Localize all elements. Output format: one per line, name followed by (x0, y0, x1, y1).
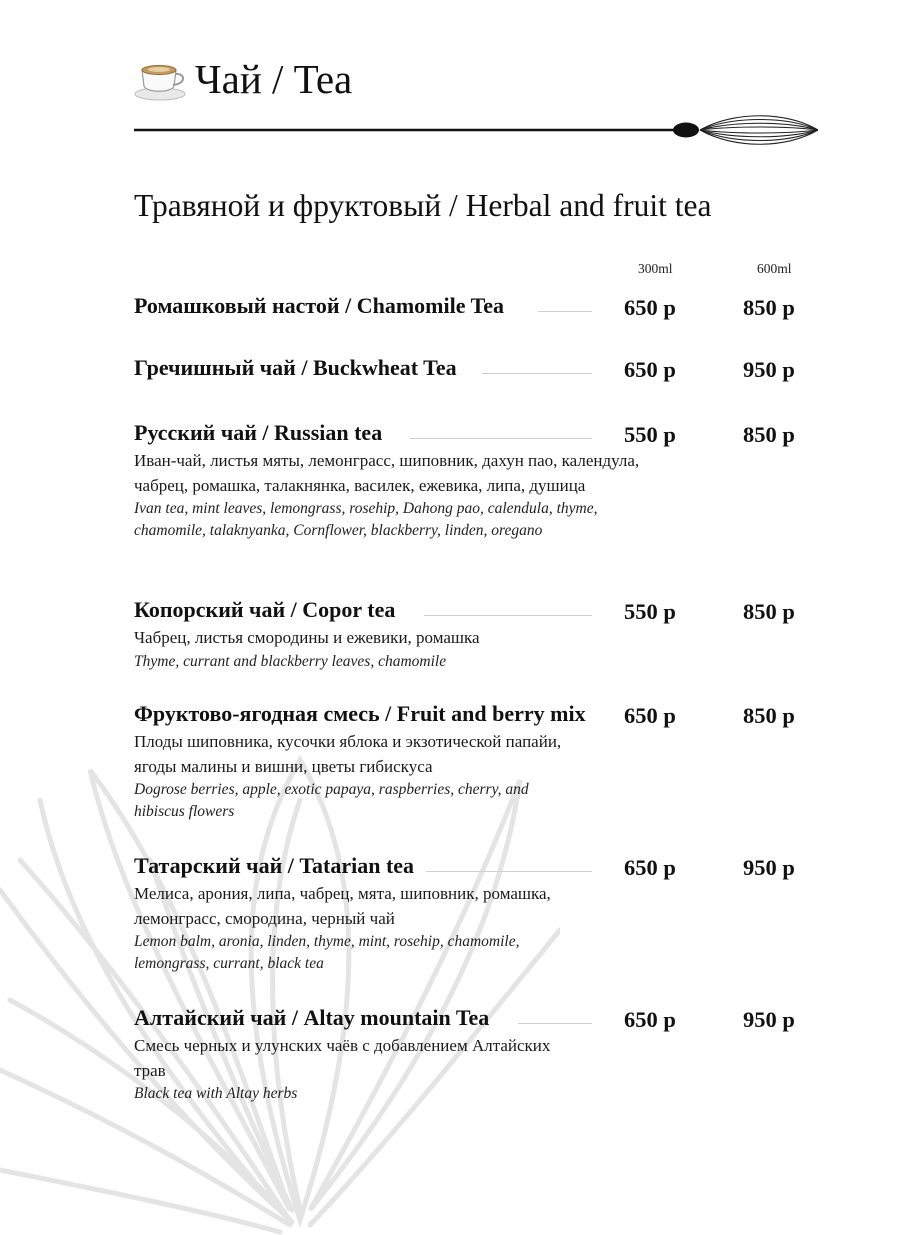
price-300ml: 650 р (624, 1007, 676, 1032)
dotted-leader (426, 871, 592, 872)
menu-item-altay (134, 1004, 834, 1105)
price-300ml: 550 р (624, 599, 676, 624)
price-600ml: 950 р (743, 855, 795, 880)
price-600ml: 850 р (743, 422, 795, 447)
item-description-en: Dogrose berries, apple, exotic papaya, raspberries, cherry, and hibiscus flowers (134, 781, 529, 820)
item-name: Алтайский чай / Altay mountain Tea (134, 1005, 490, 1030)
item-name: Фруктово-ягодная смесь / Fruit and berry mix (134, 701, 586, 726)
price-300ml: 650 р (624, 855, 676, 880)
whisk-ornament-icon (134, 113, 818, 147)
menu-item-fruit-berry (134, 700, 834, 823)
section-title: Травяной и фруктовый / Herbal and fruit tea (134, 188, 712, 223)
menu-item-buckwheat (134, 354, 834, 384)
dotted-leader (538, 311, 592, 312)
item-description-en: Lemon balm, aronia, linden, thyme, mint, rosehip, chamomile, lemongrass, currant, black tea (134, 933, 520, 972)
item-name: Татарский чай / Tatarian tea (134, 853, 415, 878)
price-300ml: 550 р (624, 422, 676, 447)
item-name: Ромашковый настой / Chamomile Tea (134, 293, 504, 318)
item-description-ru: Чабрец, листья смородины и ежевики, ромашка (134, 628, 480, 647)
item-description-en: Thyme, currant and blackberry leaves, chamomile (134, 652, 447, 670)
item-name: Гречишный чай / Buckwheat Tea (134, 355, 457, 380)
item-name: Копорский чай / Copor tea (134, 597, 396, 622)
column-header-300ml: 300ml (638, 261, 673, 276)
price-600ml: 850 р (743, 599, 795, 624)
price-300ml: 650 р (624, 295, 676, 320)
item-description-ru: Мелиса, арония, липа, чабрец, мята, шиповник, ромашка, лемонграсс, смородина, черный чай (134, 884, 551, 928)
page-title: Чай / Tea (195, 56, 353, 102)
dotted-leader (424, 615, 592, 616)
dotted-leader (518, 1023, 592, 1024)
price-300ml: 650 р (624, 357, 676, 382)
column-header-600ml: 600ml (757, 261, 792, 276)
dotted-leader (482, 373, 592, 374)
item-description-ru: Плоды шиповника, кусочки яблока и экзотической папайи, ягоды малины и вишни, цветы гибискуса (134, 732, 562, 776)
menu-item-chamomile (134, 292, 834, 322)
price-600ml: 850 р (743, 703, 795, 728)
item-name: Русский чай / Russian tea (134, 420, 383, 445)
item-description-en: Black tea with Altay herbs (134, 1085, 298, 1102)
price-600ml: 850 р (743, 295, 795, 320)
item-description-en: Ivan tea, mint leaves, lemongrass, rosehip, Dahong pao, calendula, thyme, chamomile, talaknyanka, Cornflower, blackberry, linden, oregano (134, 500, 598, 539)
price-300ml: 650 р (624, 703, 676, 728)
item-description-ru: Смесь черных и улунских чаёв с добавлением Алтайских трав (134, 1036, 551, 1080)
menu-item-tatarian (134, 852, 834, 975)
item-description-ru: Иван-чай, листья мяты, лемонграсс, шиповник, дахун пао, календула, чабрец, ромашка, талакнянка, василек, ежевика, липа, душица (134, 451, 640, 495)
price-600ml: 950 р (743, 357, 795, 382)
menu-item-copor (134, 596, 834, 673)
menu-item-russian (134, 419, 834, 542)
price-600ml: 950 р (743, 1007, 795, 1032)
tea-cup-icon (134, 56, 188, 102)
dotted-leader (410, 438, 592, 439)
